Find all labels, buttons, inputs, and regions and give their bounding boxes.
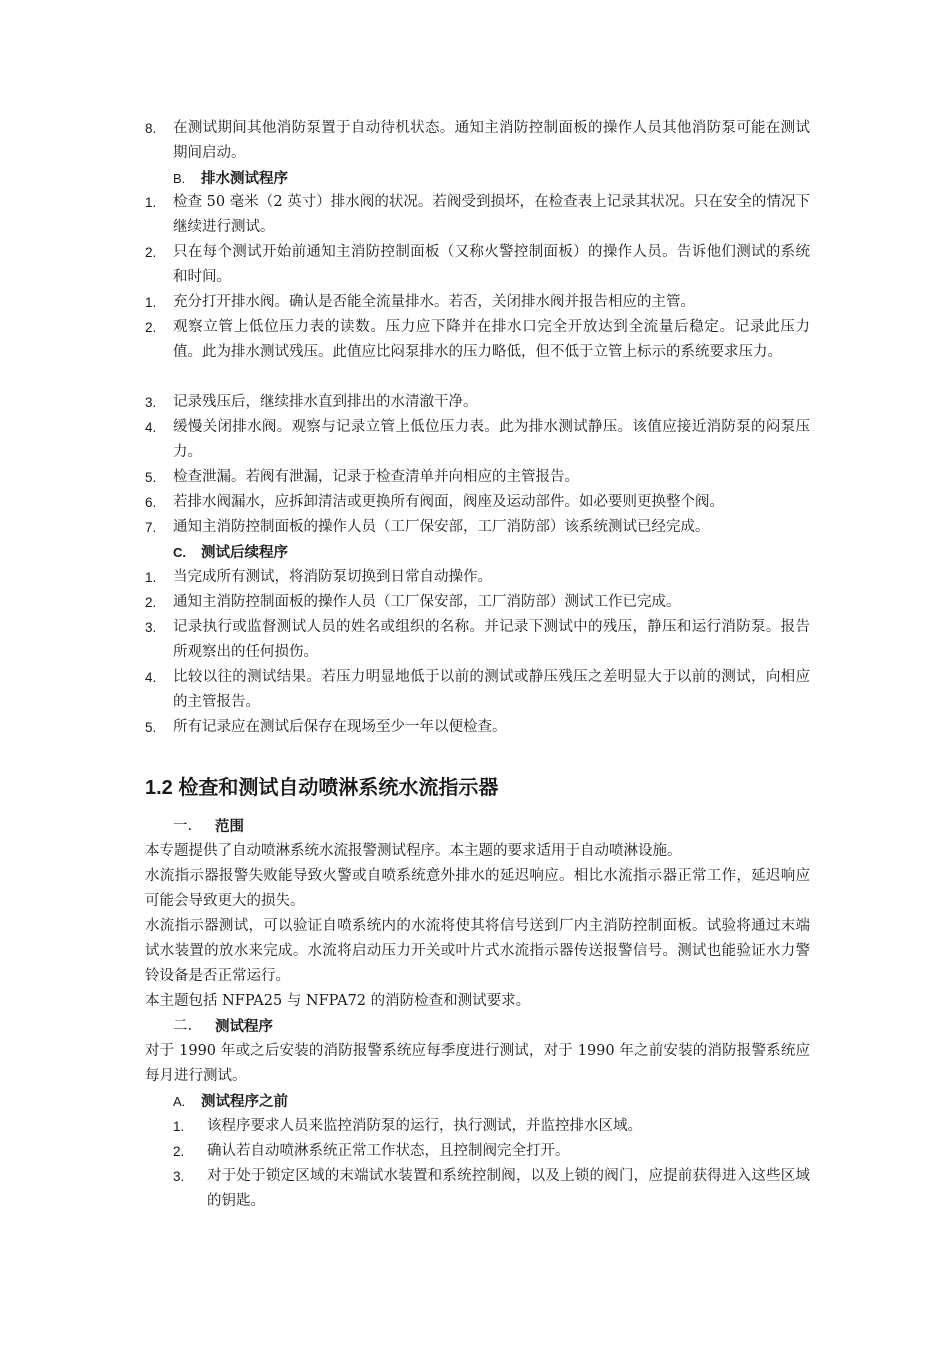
list-item: 5. 检查泄漏。若阀有泄漏，记录于检查清单并向相应的主管报告。 — [145, 469, 579, 485]
list-item: 5. 所有记录应在测试后保存在现场至少一年以便检查。 — [145, 719, 507, 735]
list-item: 6. 若排水阀漏水，应拆卸清洁或更换所有阀面，阀座及运动部件。如必要则更换整个阀。 — [145, 494, 724, 510]
list-item: 3. 记录执行或监督测试人员的姓名或组织的名称。并记录下测试中的残压，静压和运行消防泵。报告所观察出的任何损伤。 — [145, 619, 810, 660]
list-item: 8. 在测试期间其他消防泵置于自动待机状态。通知主消防控制面板的操作人员其他消防泵可能在测试期间启动。 — [145, 120, 810, 161]
list-item: 2. 确认若自动喷淋系统正常工作状态，且控制阀完全打开。 — [173, 1143, 570, 1159]
section-procedure-heading: 二. 测试程序 — [173, 1018, 273, 1035]
list-item: 3. 对于处于锁定区域的末端试水装置和系统控制阀，以及上锁的阀门，应提前获得进入这些区域的钥匙。 — [173, 1168, 810, 1209]
list-item: 4. 缓慢关闭排水阀。观察与记录立管上低位压力表。此为排水测试静压。该值应接近消防泵的闷泵压力。 — [145, 419, 810, 460]
paragraph: 对于 1990 年或之后安装的消防报警系统应每季度进行测试，对于 1990 年之前安装的消防报警系统应每月进行测试。 — [145, 1043, 810, 1084]
list-item: 2. 只在每个测试开始前通知主消防控制面板（又称火警控制面板）的操作人员。告诉他们测试的系统和时间。 — [145, 244, 810, 285]
list-item: 1. 当完成所有测试，将消防泵切换到日常自动操作。 — [145, 569, 492, 585]
list-item: 3. 记录残压后，继续排水直到排出的水清澈干净。 — [145, 394, 478, 410]
subsection-a-heading: A. 测试程序之前 — [173, 1093, 288, 1110]
list-item: 1. 充分打开排水阀。确认是否能全流量排水。若否，关闭排水阀并报告相应的主管。 — [145, 294, 695, 310]
list-item: 1. 该程序要求人员来监控消防泵的运行，执行测试，并监控排水区域。 — [173, 1118, 642, 1134]
list-item: 2. 观察立管上低位压力表的读数。压力应下降并在排水口完全开放达到全流量后稳定。记录此压力值。此为排水测试残压。此值应比闷泵排水的压力略低，但不低于立管上标示的系统要求压力。 — [145, 319, 810, 360]
paragraph: 水流指示器报警失败能导致火警或自喷系统意外排水的延迟响应。相比水流指示器正常工作，延迟响应可能会导致更大的损失。 — [145, 868, 810, 909]
paragraph: 本主题包括 NFPA25 与 NFPA72 的消防检查和测试要求。 — [145, 993, 531, 1009]
subsection-b-heading: B. 排水测试程序 — [173, 170, 288, 187]
list-item: 7. 通知主消防控制面板的操作人员（工厂保安部，工厂消防部）该系统测试已经完成。 — [145, 519, 710, 535]
section-scope-heading: 一. 范围 — [173, 818, 244, 835]
paragraph: 水流指示器测试，可以验证自喷系统内的水流将使其将信号送到厂内主消防控制面板。试验将通过末端试水装置的放水来完成。水流将启动压力开关或叶片式水流指示器传送报警信号。测试也能验证水力警铃设备是否正常运行。 — [145, 918, 810, 984]
paragraph: 本专题提供了自动喷淋系统水流报警测试程序。本主题的要求适用于自动喷淋设施。 — [145, 843, 682, 859]
list-item: 4. 比较以往的测试结果。若压力明显地低于以前的测试或静压残压之差明显大于以前的测试，向相应的主管报告。 — [145, 669, 810, 710]
section-heading: 1.2 检查和测试自动喷淋系统水流指示器 — [145, 777, 499, 799]
list-item: 1. 检查 50 毫米（2 英寸）排水阀的状况。若阀受到损坏，在检查表上记录其状况。只在安全的情况下继续进行测试。 — [145, 194, 810, 235]
list-item: 2. 通知主消防控制面板的操作人员（工厂保安部，工厂消防部）测试工作已完成。 — [145, 594, 681, 610]
subsection-c-heading: C. 测试后续程序 — [173, 544, 288, 561]
